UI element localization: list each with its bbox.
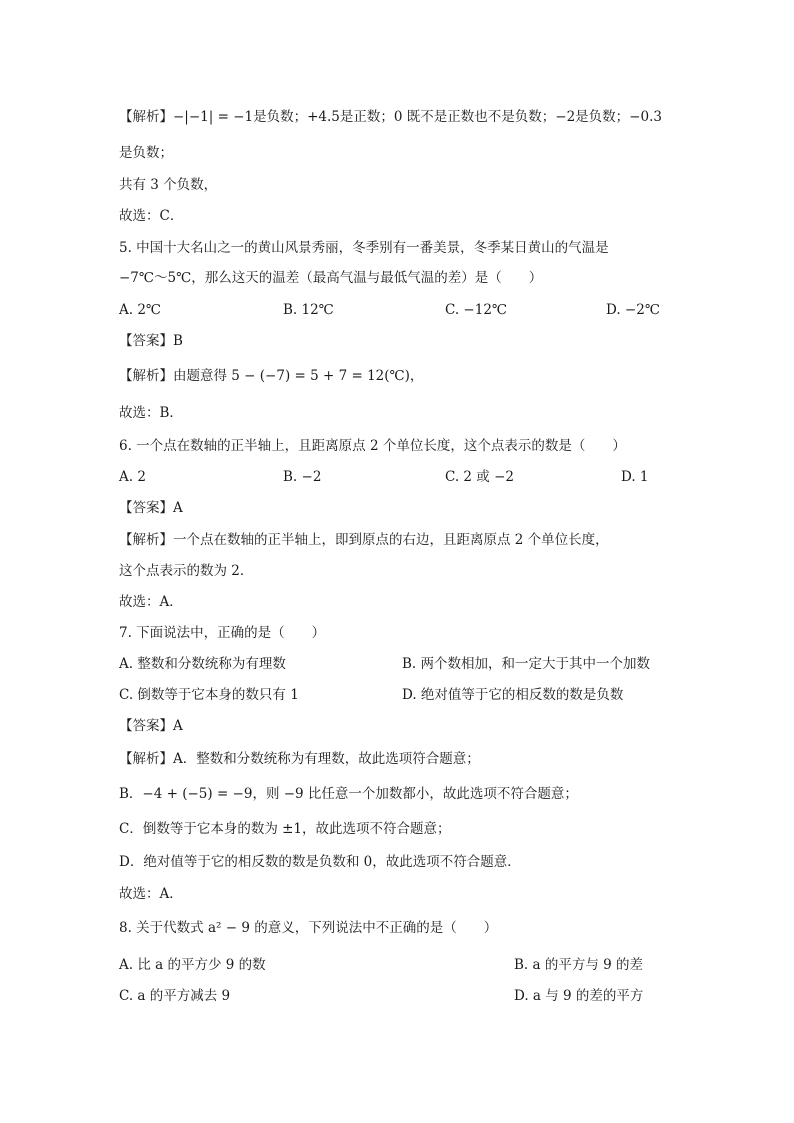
q5-stem-1: 5. 中国十大名山之一的黄山风景秀丽，冬季别有一番美景，冬季某日黄山的气温是 xyxy=(119,240,609,256)
q7-conclusion: 故选：A． xyxy=(119,886,183,902)
q7-analysis-b: B．−4 + (−5) = −9，则 −9 比任意一个加数都小，故此选项不符合题意； xyxy=(119,786,578,802)
q6-analysis-1: 【解析】一个点在数轴的正半轴上，即到原点的右边，且距离原点 2 个单位长度， xyxy=(119,532,609,548)
q6-stem: 6. 一个点在数轴的正半轴上，且距离原点 2 个单位长度，这个点表示的数是（ ） xyxy=(119,438,626,454)
q5-stem-2: −7℃～5℃，那么这天的温差（最高气温与最低气温的差）是（ ） xyxy=(119,270,543,286)
q5-analysis: 【解析】由题意得 5 − (−7) = 5 + 7 = 12(℃)， xyxy=(119,368,424,384)
q8-option-c: C. a 的平方减去 9 xyxy=(119,988,231,1004)
q4-conclusion: 故选：C． xyxy=(119,208,184,224)
q4-analysis: 【解析】−|−1| = −1是负数；+4.5是正数；0 既不是正数也不是负数；−2是负数；−0.3 xyxy=(119,109,662,125)
q6-analysis-2: 这个点表示的数为 2． xyxy=(119,563,254,579)
q5-option-c: C. −12℃ xyxy=(445,302,508,318)
q6-answer: 【答案】A xyxy=(119,500,183,516)
q5-answer: 【答案】B xyxy=(119,333,183,349)
q6-option-c: C. 2 或 −2 xyxy=(445,469,515,485)
q7-analysis-c: C．倒数等于它本身的数为 ±1，故此选项不符合题意； xyxy=(119,821,451,837)
q7-stem: 7. 下面说法中，正确的是（ ） xyxy=(119,625,326,641)
q4-count: 共有 3 个负数， xyxy=(119,177,218,193)
q8-option-d: D. a 与 9 的差的平方 xyxy=(514,988,644,1004)
q5-option-d: D. −2℃ xyxy=(606,302,660,318)
q7-option-a: A. 整数和分数统称为有理数 xyxy=(119,656,286,672)
q6-option-d: D. 1 xyxy=(621,469,649,485)
q6-option-b: B. −2 xyxy=(283,469,322,485)
q7-option-b: B. 两个数相加，和一定大于其中一个加数 xyxy=(402,656,651,672)
q5-conclusion: 故选：B． xyxy=(119,405,183,421)
q8-option-a: A. 比 a 的平方少 9 的数 xyxy=(119,957,266,973)
q5-option-a: A. 2℃ xyxy=(119,302,162,318)
q6-option-a: A. 2 xyxy=(119,469,146,485)
q7-analysis-a: 【解析】A．整数和分数统称为有理数，故此选项符合题意； xyxy=(119,751,480,767)
q8-stem: 8. 关于代数式 a² − 9 的意义，下列说法中不正确的是（ ） xyxy=(119,920,498,936)
q7-analysis-d: D．绝对值等于它的相反数的数是负数和 0，故此选项不符合题意． xyxy=(119,854,521,870)
q5-option-b: B. 12℃ xyxy=(283,302,334,318)
q4-analysis-cont: 是负数； xyxy=(119,145,173,161)
q7-option-c: C. 倒数等于它本身的数只有 1 xyxy=(119,687,299,703)
q6-conclusion: 故选：A． xyxy=(119,594,183,610)
q7-option-d: D. 绝对值等于它的相反数的数是负数 xyxy=(402,687,624,703)
q7-answer: 【答案】A xyxy=(119,718,183,734)
q8-option-b: B. a 的平方与 9 的差 xyxy=(514,957,644,973)
